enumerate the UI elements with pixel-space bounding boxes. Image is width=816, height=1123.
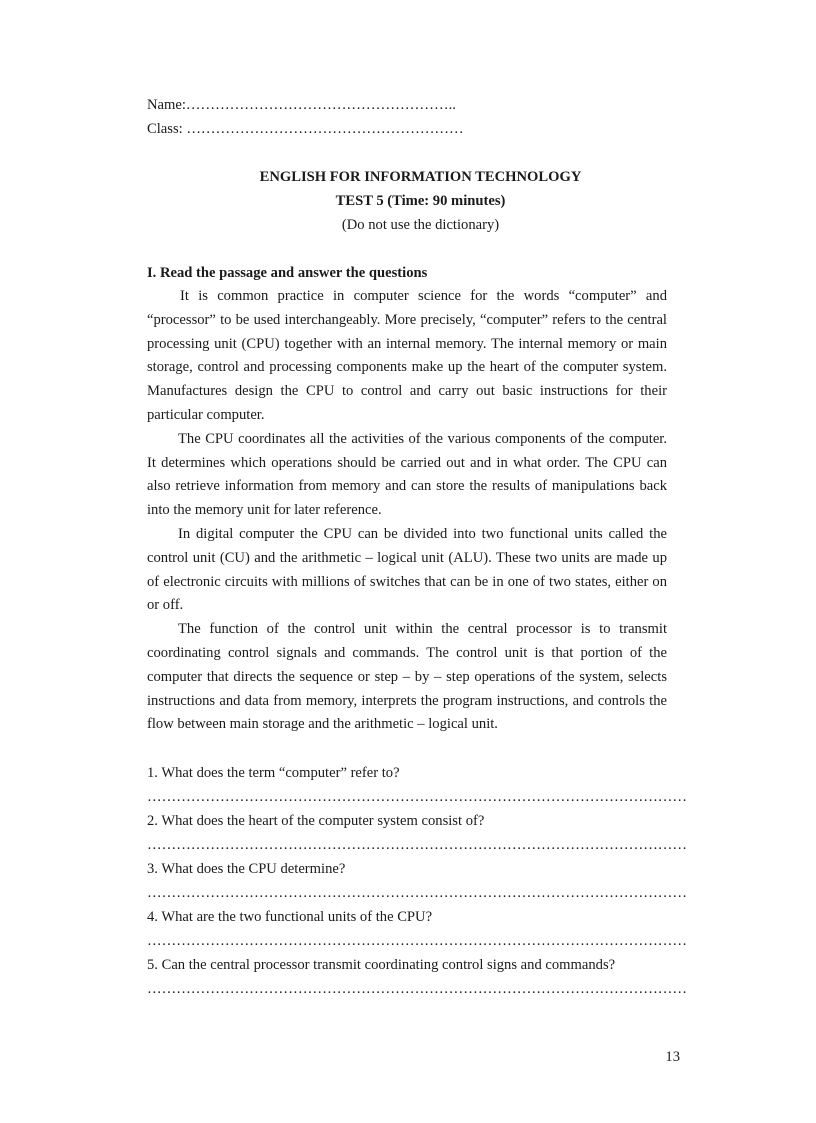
question-text: 4. What are the two functional units of the CPU?	[147, 909, 433, 925]
answer-line[interactable]: …………………………………………………………………………………………………	[147, 933, 687, 949]
passage-paragraph: It is common practice in computer science for the words “computer” and “processor” to be used interchangeably. More precisely, “computer” refers to the central processing unit (CPU) together with an internal memory. The internal memory or main storage, control and processing components make up the heart of the computer system. Manufactures design the CPU to control and carry out basic instructions for their particular computer.	[147, 288, 667, 423]
reading-section	[147, 261, 667, 737]
passage-paragraph: The CPU coordinates all the activities of the various components of the computer. It determines which operations should be carried out and in what order. The CPU can also retrieve information from memory and can store the results of manipulations back into the memory unit for later reference.	[147, 430, 667, 519]
questions-list	[147, 761, 692, 1001]
question-text: 2. What does the heart of the computer system consist of?	[147, 813, 485, 829]
test-note: (Do not use the dictionary)	[341, 217, 500, 233]
answer-line[interactable]: …………………………………………………………………………………………………	[147, 981, 687, 997]
question-text: 1. What does the term “computer” refer to?	[147, 765, 400, 781]
question-text: 5. Can the central processor transmit coordinating control signs and commands?	[147, 957, 616, 973]
passage-paragraph: The function of the control unit within the central processor is to transmit coordinating control signals and commands. The control unit is that portion of the computer that directs the sequence or step – by – step operations of the system, selects instructions and data from memory, interprets the program instructions, and controls the flow between main storage and the arithmetic – logical unit.	[147, 621, 667, 733]
class-field: Class: …………………………………………………	[147, 121, 464, 137]
test-title-block	[147, 165, 694, 237]
test-title: TEST 5 (Time: 90 minutes)	[335, 193, 506, 209]
answer-line[interactable]: …………………………………………………………………………………………………	[147, 885, 687, 901]
passage-paragraph: In digital computer the CPU can be divided into two functional units called the control unit (CU) and the arithmetic – logical unit (ALU). These two units are made up of electronic circuits with millions of switches that can be in one of two states, either on or off.	[147, 525, 667, 614]
answer-line[interactable]: …………………………………………………………………………………………………	[147, 789, 687, 805]
section-heading: I. Read the passage and answer the questions	[147, 265, 428, 281]
student-info	[147, 93, 464, 141]
name-field: Name:………………………………………………..	[147, 97, 456, 113]
answer-line[interactable]: …………………………………………………………………………………………………	[147, 837, 687, 853]
page-number: 13	[665, 1049, 680, 1065]
question-text: 3. What does the CPU determine?	[147, 861, 346, 877]
course-title: ENGLISH FOR INFORMATION TECHNOLOGY	[259, 169, 582, 185]
